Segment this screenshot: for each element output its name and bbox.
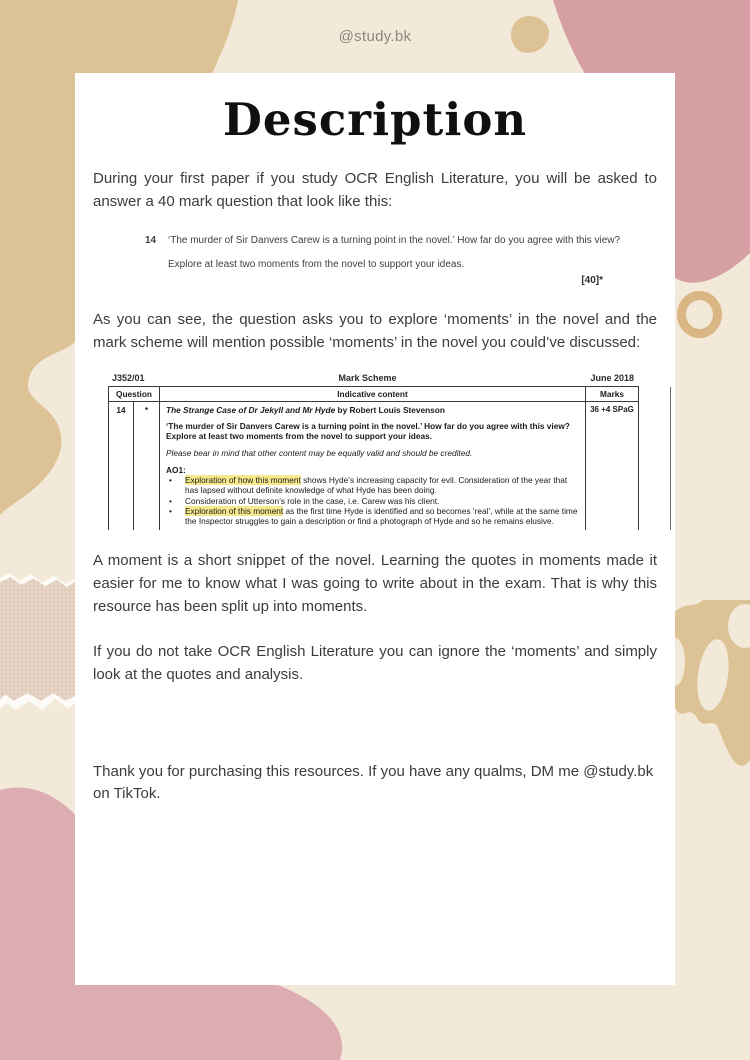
bullet-rest-text: shows Hyde’s increasing capacity for evil. Consideration of the year that has lapsed without definite knowledge of what Hyde has been doing.	[185, 475, 568, 496]
ao1-bullet-1	[166, 475, 579, 495]
doc-date: June 2018	[590, 373, 634, 384]
row-question-number: 14	[109, 402, 134, 530]
row-marks: 36 +4 SPaG	[586, 402, 639, 530]
col-header-marks: Marks	[586, 387, 639, 402]
paragraph-intro: During your first paper if you study OCR English Literature, you will be asked to answer a 40 mark question that look like this:	[93, 170, 657, 210]
paper-code: J352/01	[112, 373, 145, 384]
ms-credit-note: Please bear in mind that other content may be equally valid and should be credited.	[166, 448, 473, 459]
exam-question-row	[145, 234, 633, 249]
bullet-icon: •	[169, 495, 172, 506]
account-handle: @study.bk	[338, 28, 412, 45]
question-text: ‘The murder of Sir Danvers Carew is a turning point in the novel.’ How far do you agree with this view?	[168, 234, 621, 246]
bullet-rest-text: as the first time Hyde is identified and so becomes ‘real’, while at the same time the Inspector struggles to gain a description or find a photograph of Hyde and so he remains elusive.	[185, 505, 578, 526]
row-star: *	[134, 402, 160, 530]
row-indicative-content	[160, 402, 586, 530]
col-header-content: Indicative content	[160, 387, 586, 402]
ms-question-text: ‘The murder of Sir Danvers Carew is a turning point in the novel.’ How far do you agree with this view? Explore at least two moments from the novel to support your ideas.	[166, 420, 570, 441]
description-card	[75, 73, 675, 985]
doc-title: Mark Scheme	[338, 373, 397, 384]
ao1-label: AO1:	[166, 465, 186, 476]
ao1-bullet-2	[166, 496, 579, 506]
paragraph-mark-scheme: As you can see, the question asks you to explore ‘moments’ in the novel and the mark scheme will mention possible ‘moments’ in the novel you could’ve discussed:	[93, 311, 657, 352]
question-instruction: Explore at least two moments from the novel to support your ideas.	[168, 259, 465, 271]
bullet-text	[185, 506, 579, 526]
guidance-column-line	[670, 387, 671, 530]
highlighted-text: Exploration of how this moment	[185, 475, 301, 486]
mark-scheme-table	[108, 386, 639, 530]
bullet-icon: •	[169, 475, 172, 486]
bullet-rest-text: Consideration of Utterson’s role in the case, i.e. Carew was his client.	[185, 495, 440, 506]
bullet-text	[185, 496, 579, 506]
exam-question-snippet	[145, 234, 633, 289]
ao1-bullet-3	[166, 506, 579, 526]
torn-paper-strip	[0, 576, 76, 702]
question-number: 14	[145, 234, 157, 246]
paragraph-non-ocr: If you do not take OCR English Literature you can ignore the ‘moments’ and simply look at the quotes and analysis.	[93, 642, 657, 683]
mark-scheme-header	[108, 373, 638, 383]
bullet-text	[185, 475, 579, 495]
page-title: Description	[222, 93, 528, 146]
question-marks: [40]*	[581, 274, 603, 286]
highlighted-text: Exploration of this moment	[185, 505, 284, 516]
tan-ring-shape	[677, 291, 722, 338]
book-title: The Strange Case of Dr Jekyll and Mr Hyde	[166, 404, 336, 415]
mark-scheme-snippet	[108, 373, 672, 530]
book-author: by Robert Louis Stevenson	[335, 404, 445, 415]
paragraph-moments: A moment is a short snippet of the novel. Learning the quotes in moments made it easier for me to know what I was going to write about in the exam. That is why this resource has been split up into moments.	[93, 551, 657, 615]
book-title-line	[166, 405, 579, 415]
paragraph-thanks: Thank you for purchasing this resources. If you have any qualms, DM me @study.bk on TikTok.	[93, 762, 654, 803]
tan-drip-shape	[675, 600, 750, 795]
col-header-question: Question	[109, 387, 160, 402]
bullet-icon: •	[169, 505, 172, 516]
